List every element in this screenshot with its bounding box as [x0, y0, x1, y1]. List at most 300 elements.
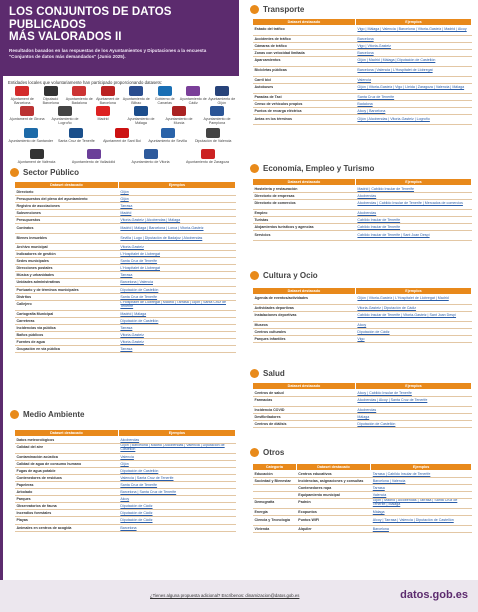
- examples-cell[interactable]: Diputación de Castellón: [118, 317, 235, 324]
- examples-cell[interactable]: Gijón | Vitoria-Gasteiz | L'Hospitalet de Llobregat | Madrid: [355, 294, 471, 304]
- dataset-cell: Carreteras: [15, 317, 119, 324]
- dataset-cell: Arbolado: [15, 489, 119, 496]
- category-cell: Sociedad y Bienestar: [253, 477, 297, 484]
- dataset-cell: Zonas con velocidad limitada: [253, 49, 356, 56]
- examples-cell[interactable]: Santa Cruz de Tenerife: [118, 481, 235, 488]
- dataset-cell: Estado del tráfico: [253, 25, 356, 35]
- dataset-cell: Carril bici: [253, 76, 356, 83]
- examples-cell[interactable]: Alcoy | Barcelona: [355, 108, 471, 115]
- logo-label: Ajuntament de Girona: [9, 117, 45, 121]
- logo-label: Santa Cruz de Tenerife: [58, 139, 95, 143]
- logo-label: Ayuntamiento de Cádiz: [179, 97, 207, 106]
- column-header: Ejemplos: [118, 182, 235, 189]
- table-row: [15, 332, 236, 339]
- examples-cell[interactable]: Cabildo Insular de Tenerife: [355, 223, 471, 230]
- examples-cell[interactable]: Santa Cruz de Tenerife: [355, 93, 471, 100]
- examples-cell[interactable]: L'Hospitalet de Llobregat: [118, 265, 235, 272]
- logo-mark: [161, 128, 175, 138]
- dataset-cell: Contaminación acústica: [15, 453, 119, 460]
- examples-cell[interactable]: Alcobendas: [355, 406, 471, 413]
- dataset-cell: Equipamiento municipal: [296, 491, 370, 498]
- category-cell: Demografía: [253, 498, 297, 508]
- table-row: [15, 188, 236, 195]
- dataset-cell: Instalaciones deportivas: [253, 311, 356, 321]
- examples-cell[interactable]: Madrid | Málaga | Barcelona | Lorca | Vitoria-Gasteiz: [118, 223, 235, 233]
- entity-logo: [8, 149, 65, 164]
- table-row: [15, 195, 236, 202]
- logo-mark: [30, 149, 44, 159]
- dataset-cell: Ocupación en vía pública: [15, 346, 119, 353]
- intro-text: Entidades locales que voluntariamente han participado proporcionando datasets:: [8, 80, 163, 85]
- dataset-cell: Baños públicos: [15, 332, 119, 339]
- examples-cell[interactable]: Barcelona | Valencia: [371, 477, 472, 484]
- column-header: Dataset destacado: [253, 383, 356, 390]
- dataset-cell: Puntos de recarga eléctrica: [253, 108, 356, 115]
- dataset-cell: Centros de salud: [253, 389, 356, 396]
- dataset-cell: Paradas de Taxi: [253, 93, 356, 100]
- table-row: [15, 503, 236, 510]
- table-row: [253, 209, 472, 216]
- logo-mark: [15, 86, 29, 96]
- dataset-cell: Alojamientos turísticos y agencias: [253, 223, 356, 230]
- examples-cell[interactable]: Valencia: [371, 491, 472, 498]
- table-medio-ambiente: [14, 429, 236, 532]
- table-row: [15, 467, 236, 474]
- dataset-cell: Antas en los términos: [253, 115, 356, 125]
- examples-cell[interactable]: Diputación de Cádiz: [118, 510, 235, 517]
- dataset-cell: Hostelería y restauración: [253, 185, 356, 192]
- dataset-cell: Calidad de agua de consumo humano: [15, 460, 119, 467]
- table-row: [253, 192, 472, 199]
- dataset-cell: Incendios forestales: [15, 510, 119, 517]
- entity-logo: [160, 106, 198, 126]
- table-row: [253, 389, 472, 396]
- examples-cell[interactable]: Málaga: [355, 413, 471, 420]
- dataset-cell: Registro de asociaciones: [15, 202, 119, 209]
- table-row: [253, 66, 472, 76]
- table-row: [253, 185, 472, 192]
- entity-logo: [94, 86, 123, 106]
- grid-icon: [250, 448, 259, 457]
- table-row: [253, 223, 472, 230]
- logo-label: Gobierno de Canarias: [154, 97, 175, 106]
- logo-label: Ajuntament de Barcelona: [96, 97, 120, 106]
- examples-cell[interactable]: Alcoy: [118, 496, 235, 503]
- logo-mark: [44, 86, 58, 96]
- logo-mark: [96, 106, 110, 116]
- logo-mark: [115, 128, 129, 138]
- examples-cell[interactable]: Málaga: [371, 508, 472, 515]
- dataset-cell: Fuentes de agua: [15, 339, 119, 346]
- table-row: [15, 310, 236, 317]
- table-row: [15, 474, 236, 481]
- table-row: [15, 443, 236, 453]
- entity-logo: [8, 86, 37, 106]
- dataset-cell: Papeleras: [15, 481, 119, 488]
- examples-cell[interactable]: Barcelona | Santa Cruz de Tenerife: [118, 489, 235, 496]
- dataset-cell: Centros culturales: [253, 328, 356, 335]
- column-header: Ejemplos: [355, 19, 471, 26]
- table-row: [253, 470, 472, 477]
- table-row: [15, 293, 236, 300]
- table-row: [15, 265, 236, 272]
- column-header: Ejemplos: [355, 179, 471, 186]
- table-row: [253, 484, 472, 491]
- examples-cell[interactable]: Alcobendas | Cabildo Insular de Tenerife | Mercados de comercios: [355, 199, 471, 209]
- table-row: [253, 199, 472, 209]
- page-title: LOS CONJUNTOS DE DATOS PUBLICADOS MÁS VALORADOS II: [9, 6, 172, 43]
- examples-cell[interactable]: Vigo | Málaga | Valencia | Barcelona | Vitoria-Gasteiz | Madrid | Alcoy: [355, 25, 471, 35]
- logo-mark: [72, 86, 86, 96]
- table-row: [253, 216, 472, 223]
- table-row: [15, 286, 236, 293]
- logo-label: Ajuntament de València: [17, 160, 56, 164]
- logo-label: Ajuntament de Barcelona: [10, 97, 34, 106]
- examples-cell[interactable]: Gijón | Vitoria-Gasteiz | Vigo | Lleida | Zaragoza | Valencia | Málaga: [355, 83, 471, 93]
- dataset-cell: Cartografía Municipal: [15, 310, 119, 317]
- section-title-transporte: Transporte: [250, 5, 304, 14]
- table-row: [15, 346, 236, 353]
- table-row: [15, 324, 236, 331]
- examples-cell[interactable]: Vitoria-Gasteiz: [118, 243, 235, 250]
- dataset-cell: Empleo: [253, 209, 356, 216]
- examples-cell[interactable]: Cabildo Insular de Tenerife | Vitoria-Gasteiz | Sant Joan Despí: [355, 311, 471, 321]
- bus-icon: [250, 5, 259, 14]
- entity-logo: [179, 149, 236, 164]
- dataset-cell: Observatorios de fauna: [15, 503, 119, 510]
- table-row: [15, 517, 236, 524]
- examples-cell[interactable]: Barcelona: [118, 524, 235, 531]
- dataset-cell: Contenedores ropa: [296, 484, 370, 491]
- dataset-cell: Directorio: [15, 188, 119, 195]
- examples-cell[interactable]: Alcobendas: [355, 209, 471, 216]
- table-salud: [252, 382, 472, 428]
- table-row: [253, 477, 472, 484]
- dataset-cell: Parques infantiles: [253, 335, 356, 342]
- examples-cell[interactable]: Valencia: [118, 453, 235, 460]
- examples-cell[interactable]: Barcelona | Valencia | L'Hospitalet de Llobregat: [355, 66, 471, 76]
- table-row: [15, 453, 236, 460]
- table-row: [253, 76, 472, 83]
- examples-cell[interactable]: Diputación de Cádiz: [118, 503, 235, 510]
- category-cell: Energía: [253, 508, 297, 515]
- logo-mark: [101, 86, 115, 96]
- dataset-cell: Padrón: [296, 498, 370, 508]
- table-row: [15, 300, 236, 310]
- logo-mark: [134, 106, 148, 116]
- column-header: Ejemplos: [371, 464, 472, 471]
- column-header: Dataset destacado: [253, 288, 356, 295]
- examples-cell[interactable]: Diputación de Castellón: [355, 420, 471, 427]
- logo-label: Diputación de Valencia: [194, 139, 232, 143]
- entity-logo: [122, 86, 151, 106]
- examples-cell[interactable]: Tarrasa: [118, 202, 235, 209]
- examples-cell[interactable]: Gijón | Madrid | Málaga | Diputación de Castellón: [355, 56, 471, 66]
- category-cell: [253, 484, 297, 491]
- examples-cell[interactable]: Diputación de Castellón: [118, 467, 235, 474]
- table-row: [15, 489, 236, 496]
- examples-cell[interactable]: Alcobendas: [118, 436, 235, 443]
- examples-cell[interactable]: Vitoria-Gasteiz | Alcobendas | Málaga: [118, 216, 235, 223]
- logo-mark: [215, 86, 229, 96]
- examples-cell[interactable]: Madrid: [118, 209, 235, 216]
- footer-question[interactable]: ¿Tienes alguna propuesta adicional? Escríbenos: dinamizacion@datos.gob.es: [150, 593, 300, 598]
- section-title-sector-publico: Sector Público: [10, 168, 79, 177]
- dataset-cell: Directorio de comercios: [253, 199, 356, 209]
- entity-logo: [208, 86, 237, 106]
- examples-cell[interactable]: L'Hospitalet de Llobregat | Madrid | Tarrasa | Gijón | Santa Cruz de Tenerife: [118, 300, 235, 310]
- logo-mark: [129, 86, 143, 96]
- logo-label: Ayuntamiento de Valladolid: [71, 160, 116, 164]
- examples-cell[interactable]: Vitoria-Gasteiz: [118, 339, 235, 346]
- examples-cell[interactable]: Gijón | Madrid | Alcobendas | Tarrasa | Santa Cruz de Tenerife | Málaga: [371, 498, 472, 508]
- health-icon: [250, 369, 259, 378]
- dataset-cell: Incidencias, asignaciones y consultas: [296, 477, 370, 484]
- entity-logo: [84, 106, 122, 121]
- building-icon: [10, 168, 19, 177]
- table-row: [253, 321, 472, 328]
- dataset-cell: Contenedores de residuos: [15, 474, 119, 481]
- dataset-cell: Autobuses: [253, 83, 356, 93]
- logo-label: Ayuntamiento de Vitoria: [131, 160, 170, 164]
- section-title-economia: Economía, Empleo y Turismo: [250, 164, 374, 173]
- table-row: [253, 498, 472, 508]
- table-row: [15, 279, 236, 286]
- dataset-cell: Directorio de empresas: [253, 192, 356, 199]
- logo-mark: [20, 106, 34, 116]
- column-header: Dataset destacado: [253, 179, 356, 186]
- column-header: Ejemplos: [118, 430, 235, 437]
- category-cell: Ciencia y Tecnología: [253, 515, 297, 525]
- dataset-cell: Actividades deportivas: [253, 304, 356, 311]
- examples-cell[interactable]: Santa Cruz de Tenerife: [118, 258, 235, 265]
- entity-logo: [179, 86, 208, 106]
- dataset-cell: Censo de vehículos propios: [253, 100, 356, 107]
- dataset-cell: Aparcamientos: [253, 56, 356, 66]
- table-row: [253, 83, 472, 93]
- entity-logo: [46, 106, 84, 126]
- examples-cell[interactable]: Gijón | Alcobendas | Vitoria-Gasteiz | Logroño: [355, 115, 471, 125]
- dataset-cell: Farmacias: [253, 396, 356, 406]
- table-row: [253, 304, 472, 311]
- table-row: [15, 496, 236, 503]
- dataset-cell: Desfibriladores: [253, 413, 356, 420]
- dataset-cell: Calidad del aire: [15, 443, 119, 453]
- logo-label: Diputació Barcelona: [42, 97, 59, 106]
- table-row: [253, 35, 472, 42]
- entity-logo: [99, 128, 145, 143]
- dataset-cell: Sedes municipales: [15, 258, 119, 265]
- table-row: [15, 436, 236, 443]
- examples-cell[interactable]: Cabildo Insular de Tenerife | Sant Joan Despí: [355, 230, 471, 240]
- page-footer: [0, 580, 478, 612]
- logo-label: Ayuntamiento de Sevilla: [148, 139, 187, 143]
- entity-logo: [122, 149, 179, 164]
- table-row: [15, 223, 236, 233]
- table-row: [253, 115, 472, 125]
- dataset-cell: Turistas: [253, 216, 356, 223]
- logo-label: Madrid: [97, 117, 109, 121]
- examples-cell[interactable]: Madrid | Cabildo Insular de Tenerife: [355, 185, 471, 192]
- theater-icon: [250, 271, 259, 280]
- logo-label: Ayuntamiento de Pamplona: [203, 117, 231, 126]
- table-row: [253, 406, 472, 413]
- dataset-cell: Playas: [15, 517, 119, 524]
- entity-logo: [8, 128, 54, 143]
- examples-cell[interactable]: Vitoria-Gasteiz | Diputación de Cádiz: [355, 304, 471, 311]
- examples-cell[interactable]: Gijón: [118, 195, 235, 202]
- table-row: [15, 510, 236, 517]
- logo-mark: [210, 106, 224, 116]
- category-cell: [253, 491, 297, 498]
- dataset-cell: Direcciones postales: [15, 265, 119, 272]
- logo-label: Ayuntamiento de Logroño: [51, 117, 79, 126]
- logo-mark: [186, 86, 200, 96]
- examples-cell[interactable]: Gijón: [118, 188, 235, 195]
- dataset-cell: Agenda de eventos/actividades: [253, 294, 356, 304]
- examples-cell[interactable]: Valencia: [355, 76, 471, 83]
- dataset-cell: Alquiler: [296, 525, 370, 532]
- table-row: [253, 328, 472, 335]
- table-row: [15, 339, 236, 346]
- dataset-cell: Ecopuntos: [296, 508, 370, 515]
- entity-logo: [37, 86, 66, 106]
- examples-cell[interactable]: Tarrasa: [118, 272, 235, 279]
- examples-cell[interactable]: Diputación de Castellón: [118, 286, 235, 293]
- dataset-cell: Archivo municipal: [15, 243, 119, 250]
- entity-logo: [8, 106, 46, 121]
- logo-label: Ajuntament de Sant Boi: [103, 139, 141, 143]
- table-row: [253, 100, 472, 107]
- table-row: [253, 508, 472, 515]
- table-row: [253, 93, 472, 100]
- examples-cell[interactable]: Alcoy | Cabildo Insular de Tenerife: [355, 389, 471, 396]
- examples-cell[interactable]: Alcoy | Tarrasa | Valencia | Diputación de Castellón: [371, 515, 472, 525]
- table-row: [253, 396, 472, 406]
- examples-cell[interactable]: Vitoria-Gasteiz: [118, 332, 235, 339]
- dataset-cell: Bienes inmuebles: [15, 233, 119, 243]
- examples-cell[interactable]: Valencia | Santa Cruz de Tenerife: [118, 474, 235, 481]
- dataset-cell: Bicicletas públicas: [253, 66, 356, 76]
- dataset-cell: Servicios: [253, 230, 356, 240]
- table-row: [253, 311, 472, 321]
- table-row: [253, 515, 472, 525]
- leaf-icon: [10, 410, 19, 419]
- category-cell: Vivienda: [253, 525, 297, 532]
- logo-mark: [158, 86, 172, 96]
- examples-cell[interactable]: Madrid | Málaga: [118, 310, 235, 317]
- examples-cell[interactable]: Cabildo Insular de Tenerife: [355, 216, 471, 223]
- table-row: [15, 272, 236, 279]
- examples-cell[interactable]: Tarrasa: [371, 484, 472, 491]
- examples-cell[interactable]: Alcobendas: [355, 192, 471, 199]
- examples-cell[interactable]: Gijón: [118, 460, 235, 467]
- examples-cell[interactable]: Vigo: [355, 335, 471, 342]
- table-row: [15, 233, 236, 243]
- entity-logo: [190, 128, 236, 143]
- logo-label: Ayuntamiento de Málaga: [127, 117, 155, 126]
- examples-cell[interactable]: Diputación de Cádiz: [118, 517, 235, 524]
- examples-cell[interactable]: Tarrasa | Cabildo Insular de Tenerife: [371, 470, 472, 477]
- column-header: Ejemplos: [355, 383, 471, 390]
- dataset-cell: Animales en centros de acogida: [15, 524, 119, 531]
- column-header: Dataset destacado: [15, 430, 119, 437]
- examples-cell[interactable]: Alcobendas | Alcoy | Santa Cruz de Tenerife: [355, 396, 471, 406]
- dataset-cell: Contratos: [15, 223, 119, 233]
- table-otros: [252, 463, 472, 533]
- entity-logo: [65, 86, 94, 106]
- logo-label: Ayuntamiento de Santander: [8, 139, 54, 143]
- table-row: [253, 108, 472, 115]
- dataset-cell: Centros de diálisis: [253, 420, 356, 427]
- dataset-cell: Museos: [253, 321, 356, 328]
- section-title-medio-ambiente: Medio Ambiente: [10, 410, 84, 419]
- logo-mark: [144, 149, 158, 159]
- chart-icon: [250, 164, 259, 173]
- logo-mark: [206, 128, 220, 138]
- table-row: [253, 49, 472, 56]
- table-row: [15, 243, 236, 250]
- section-title-salud: Salud: [250, 369, 285, 378]
- examples-cell[interactable]: Barcelona: [371, 525, 472, 532]
- table-row: [253, 420, 472, 427]
- table-row: [15, 202, 236, 209]
- section-title-cultura: Cultura y Ocio: [250, 271, 318, 280]
- examples-cell[interactable]: Santa Cruz de Tenerife: [118, 293, 235, 300]
- dataset-cell: Centros educativos: [296, 470, 370, 477]
- page-subtitle: Resultados basados en las respuestas de los Ayuntamientos y Diputaciones a la encuesta "Conjuntos de datos más demandados" (Junio 2025).: [9, 47, 207, 59]
- dataset-cell: Unidades administrativas: [15, 279, 119, 286]
- examples-cell[interactable]: Badalona: [355, 100, 471, 107]
- table-row: [253, 25, 472, 35]
- entity-logo: [151, 86, 180, 106]
- examples-cell[interactable]: Sevilla | Lugo | Diputación de Badajoz | Alcobendas: [118, 233, 235, 243]
- examples-cell[interactable]: Barcelona: [355, 35, 471, 42]
- examples-cell[interactable]: Gijón | Barcelona | Madrid | Alcobendas | Valencia | Diputación de Castellón: [118, 443, 235, 453]
- table-transporte: [252, 18, 472, 125]
- dataset-cell: Fugas de agua potable: [15, 467, 119, 474]
- dataset-cell: Callejero: [15, 300, 119, 310]
- dataset-cell: Datos meteorológicos: [15, 436, 119, 443]
- table-row: [15, 209, 236, 216]
- dataset-cell: Accidentes de tráfico: [253, 35, 356, 42]
- logo-label: Ayuntamiento de Gijón: [208, 97, 236, 106]
- dataset-cell: Portuario y de términos municipales: [15, 286, 119, 293]
- examples-cell[interactable]: Vigo | Vitoria-Gasteiz: [355, 42, 471, 49]
- examples-cell[interactable]: Diputación de Cádiz: [355, 328, 471, 335]
- logo-grid: [8, 86, 236, 170]
- logo-label: Ayuntamiento de Bilbao: [122, 97, 150, 106]
- dataset-cell: Música y urbanidades: [15, 272, 119, 279]
- examples-cell[interactable]: L'Hospitalet de Llobregat: [118, 251, 235, 258]
- table-row: [15, 251, 236, 258]
- examples-cell[interactable]: Tarrasa: [118, 324, 235, 331]
- column-header: Dataset destacado: [296, 464, 370, 471]
- table-cultura: [252, 287, 472, 343]
- table-row: [253, 525, 472, 532]
- entity-logo: [198, 106, 236, 126]
- examples-cell[interactable]: Tarrasa: [118, 346, 235, 353]
- logo-mark: [24, 128, 38, 138]
- logo-label: Ayuntamiento de Zaragoza: [185, 160, 230, 164]
- entity-logo: [145, 128, 191, 143]
- page-header: [0, 0, 239, 76]
- examples-cell[interactable]: Barcelona | Valencia: [118, 279, 235, 286]
- dataset-cell: Indicadores de gestión: [15, 251, 119, 258]
- logo-mark: [69, 128, 83, 138]
- examples-cell[interactable]: Alcoy: [355, 321, 471, 328]
- examples-cell[interactable]: Barcelona: [355, 49, 471, 56]
